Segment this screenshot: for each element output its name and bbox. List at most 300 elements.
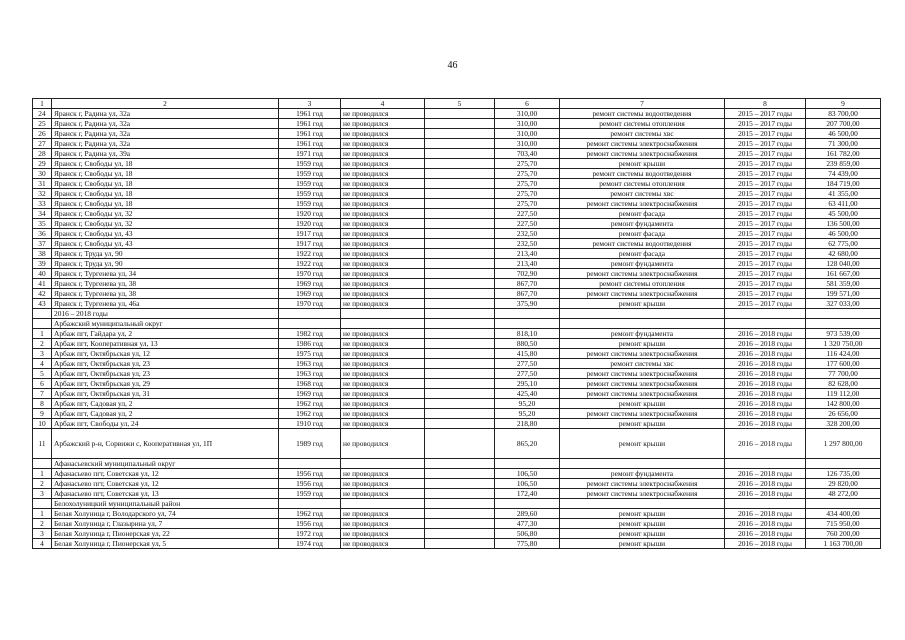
cost-cell: 328 200,00: [806, 419, 881, 429]
area-cell: 295,10: [495, 379, 560, 389]
table-row: [33, 419, 881, 429]
address-cell: Яранск г, Радина ул, 39а: [52, 149, 279, 159]
table-row: [33, 379, 881, 389]
period-cell: 2015 – 2017 годы: [725, 189, 806, 199]
header-cell-7: 7: [560, 99, 725, 109]
col5-cell: [425, 539, 495, 549]
last-repair-cell: не проводился: [341, 299, 425, 309]
area-cell: 865,20: [495, 429, 560, 459]
table-row: [33, 359, 881, 369]
work-type-cell: ремонт системы электроснабжения: [560, 149, 725, 159]
table-row: [33, 389, 881, 399]
build-year-cell: 1971 год: [279, 149, 341, 159]
section-empty-cell: [560, 459, 725, 469]
cost-cell: 63 411,00: [806, 199, 881, 209]
address-cell: Афанасьево пгт, Советская ул, 13: [52, 489, 279, 499]
area-cell: 880,50: [495, 339, 560, 349]
section-empty-cell: [341, 459, 425, 469]
col5-cell: [425, 259, 495, 269]
period-cell: 2015 – 2017 годы: [725, 149, 806, 159]
section-empty-cell: [560, 309, 725, 319]
last-repair-cell: не проводился: [341, 159, 425, 169]
section-empty-cell: [495, 309, 560, 319]
last-repair-cell: не проводился: [341, 359, 425, 369]
section-empty-cell: [806, 459, 881, 469]
period-cell: 2016 – 2018 годы: [725, 349, 806, 359]
work-type-cell: ремонт крыши: [560, 539, 725, 549]
area-cell: 232,50: [495, 239, 560, 249]
cost-cell: 199 571,00: [806, 289, 881, 299]
address-cell: Арбажский р-н, Сорвижи с, Кооперативная ул, 1П: [52, 429, 279, 459]
col5-cell: [425, 469, 495, 479]
area-cell: 172,40: [495, 489, 560, 499]
address-cell: Арбаж пгт, Октябрьская ул, 29: [52, 379, 279, 389]
table-row: [33, 149, 881, 159]
build-year-cell: 1959 год: [279, 159, 341, 169]
cost-cell: 46 500,00: [806, 129, 881, 139]
section-empty-cell: [560, 499, 725, 509]
address-cell: Арбаж пгт, Садовая ул, 2: [52, 399, 279, 409]
cost-cell: 62 775,00: [806, 239, 881, 249]
address-cell: Яранск г, Труда ул, 90: [52, 259, 279, 269]
address-cell: Яранск г, Тургенева ул, 46а: [52, 299, 279, 309]
address-cell: Яранск г, Свободы ул, 18: [52, 169, 279, 179]
address-cell: Арбаж пгт, Кооперативная ул, 13: [52, 339, 279, 349]
area-cell: 818,10: [495, 329, 560, 339]
col5-cell: [425, 279, 495, 289]
work-type-cell: ремонт системы хвс: [560, 359, 725, 369]
address-cell: Белая Холуница г, Володарского ул, 74: [52, 509, 279, 519]
table-row: [33, 239, 881, 249]
page-number: 46: [447, 60, 458, 71]
table-row: [33, 249, 881, 259]
build-year-cell: 1962 год: [279, 399, 341, 409]
work-type-cell: ремонт фасада: [560, 229, 725, 239]
table-row: [33, 259, 881, 269]
table-row: [33, 399, 881, 409]
col5-cell: [425, 239, 495, 249]
period-cell: 2015 – 2017 годы: [725, 119, 806, 129]
table-row: [33, 159, 881, 169]
work-type-cell: ремонт фундамента: [560, 259, 725, 269]
cost-cell: 136 500,00: [806, 219, 881, 229]
col5-cell: [425, 359, 495, 369]
build-year-cell: 1956 год: [279, 469, 341, 479]
work-type-cell: ремонт крыши: [560, 339, 725, 349]
period-cell: 2015 – 2017 годы: [725, 219, 806, 229]
table-row: [33, 489, 881, 499]
cost-cell: 973 539,00: [806, 329, 881, 339]
period-cell: 2016 – 2018 годы: [725, 539, 806, 549]
cost-cell: 184 719,00: [806, 179, 881, 189]
col5-cell: [425, 529, 495, 539]
work-type-cell: ремонт системы электроснабжения: [560, 369, 725, 379]
build-year-cell: 1969 год: [279, 389, 341, 399]
col5-cell: [425, 179, 495, 189]
build-year-cell: 1963 год: [279, 369, 341, 379]
col5-cell: [425, 199, 495, 209]
area-cell: 95,20: [495, 399, 560, 409]
area-cell: 232,50: [495, 229, 560, 239]
work-type-cell: ремонт фундамента: [560, 469, 725, 479]
section-empty-cell: [425, 499, 495, 509]
area-cell: 227,50: [495, 209, 560, 219]
last-repair-cell: не проводился: [341, 379, 425, 389]
work-type-cell: ремонт системы электроснабжения: [560, 349, 725, 359]
row-number-cell: 40: [33, 269, 52, 279]
row-number-cell: 2: [33, 339, 52, 349]
address-cell: Арбаж пгт, Садовая ул, 2: [52, 409, 279, 419]
last-repair-cell: не проводился: [341, 529, 425, 539]
area-cell: 227,50: [495, 219, 560, 229]
section-title: Белохолуницкий муниципальный район: [52, 499, 279, 509]
last-repair-cell: не проводился: [341, 129, 425, 139]
period-cell: 2015 – 2017 годы: [725, 289, 806, 299]
section-empty-cell: [279, 499, 341, 509]
period-cell: 2016 – 2018 годы: [725, 379, 806, 389]
col5-cell: [425, 409, 495, 419]
address-cell: Яранск г, Свободы ул, 32: [52, 219, 279, 229]
table-row: [33, 109, 881, 119]
header-cell-1: 1: [33, 99, 52, 109]
last-repair-cell: не проводился: [341, 539, 425, 549]
period-cell: 2016 – 2018 годы: [725, 469, 806, 479]
col5-cell: [425, 329, 495, 339]
col5-cell: [425, 119, 495, 129]
table-row: [33, 539, 881, 549]
build-year-cell: 1975 год: [279, 349, 341, 359]
cost-cell: 207 700,00: [806, 119, 881, 129]
address-cell: Яранск г, Свободы ул, 32: [52, 209, 279, 219]
table-row: [33, 219, 881, 229]
col5-cell: [425, 389, 495, 399]
address-cell: Арбаж пгт, Октябрьская ул, 23: [52, 369, 279, 379]
table-row: [33, 189, 881, 199]
area-cell: 106,50: [495, 479, 560, 489]
area-cell: 218,80: [495, 419, 560, 429]
register-table: [32, 98, 881, 549]
table-row: [33, 469, 881, 479]
area-cell: 275,70: [495, 169, 560, 179]
header-cell-4: 4: [341, 99, 425, 109]
col5-cell: [425, 289, 495, 299]
period-cell: 2015 – 2017 годы: [725, 179, 806, 189]
build-year-cell: 1974 год: [279, 539, 341, 549]
col5-cell: [425, 489, 495, 499]
work-type-cell: ремонт крыши: [560, 529, 725, 539]
period-cell: 2016 – 2018 годы: [725, 389, 806, 399]
period-cell: 2016 – 2018 годы: [725, 419, 806, 429]
area-cell: 310,00: [495, 119, 560, 129]
col5-cell: [425, 509, 495, 519]
section-row: [33, 309, 881, 319]
table-row: [33, 179, 881, 189]
build-year-cell: 1959 год: [279, 179, 341, 189]
build-year-cell: 1922 год: [279, 249, 341, 259]
section-empty-cell: [495, 499, 560, 509]
build-year-cell: 1969 год: [279, 279, 341, 289]
table-row: [33, 409, 881, 419]
cost-cell: 119 112,00: [806, 389, 881, 399]
period-cell: 2015 – 2017 годы: [725, 279, 806, 289]
period-cell: 2016 – 2018 годы: [725, 409, 806, 419]
header-row: [33, 99, 881, 109]
row-number-cell: 6: [33, 379, 52, 389]
section-number-cell: [33, 499, 52, 509]
address-cell: Арбаж пгт, Октябрьская ул, 23: [52, 359, 279, 369]
address-cell: Яранск г, Тургенева ул, 38: [52, 279, 279, 289]
work-type-cell: ремонт крыши: [560, 399, 725, 409]
work-type-cell: ремонт системы электроснабжения: [560, 139, 725, 149]
work-type-cell: ремонт фундамента: [560, 329, 725, 339]
row-number-cell: 43: [33, 299, 52, 309]
cost-cell: 71 300,00: [806, 139, 881, 149]
col5-cell: [425, 519, 495, 529]
last-repair-cell: не проводился: [341, 119, 425, 129]
row-number-cell: 1: [33, 329, 52, 339]
header-cell-8: 8: [725, 99, 806, 109]
row-number-cell: 11: [33, 429, 52, 459]
period-cell: 2016 – 2018 годы: [725, 429, 806, 459]
cost-cell: 1 297 800,00: [806, 429, 881, 459]
period-cell: 2015 – 2017 годы: [725, 109, 806, 119]
section-empty-cell: [806, 319, 881, 329]
table-row: [33, 369, 881, 379]
section-title: Афанасьевский муниципальный округ: [52, 459, 279, 469]
period-cell: 2015 – 2017 годы: [725, 249, 806, 259]
col5-cell: [425, 149, 495, 159]
cost-cell: 161 667,00: [806, 269, 881, 279]
address-cell: Яранск г, Радина ул, 32а: [52, 139, 279, 149]
last-repair-cell: не проводился: [341, 419, 425, 429]
area-cell: 477,30: [495, 519, 560, 529]
last-repair-cell: не проводился: [341, 469, 425, 479]
last-repair-cell: не проводился: [341, 149, 425, 159]
row-number-cell: 34: [33, 209, 52, 219]
last-repair-cell: не проводился: [341, 269, 425, 279]
col5-cell: [425, 379, 495, 389]
work-type-cell: ремонт системы электроснабжения: [560, 409, 725, 419]
last-repair-cell: не проводился: [341, 189, 425, 199]
period-cell: 2016 – 2018 годы: [725, 519, 806, 529]
section-number-cell: [33, 459, 52, 469]
period-cell: 2016 – 2018 годы: [725, 339, 806, 349]
build-year-cell: 1969 год: [279, 289, 341, 299]
area-cell: 277,50: [495, 359, 560, 369]
row-number-cell: 4: [33, 539, 52, 549]
address-cell: Арбаж пгт, Октябрьская ул, 31: [52, 389, 279, 399]
period-cell: 2016 – 2018 годы: [725, 529, 806, 539]
col5-cell: [425, 229, 495, 239]
area-cell: 275,70: [495, 199, 560, 209]
cost-cell: 434 400,00: [806, 509, 881, 519]
last-repair-cell: не проводился: [341, 219, 425, 229]
cost-cell: 83 700,00: [806, 109, 881, 119]
area-cell: 289,60: [495, 509, 560, 519]
area-cell: 425,40: [495, 389, 560, 399]
period-cell: 2015 – 2017 годы: [725, 239, 806, 249]
address-cell: Яранск г, Радина ул, 32а: [52, 109, 279, 119]
area-cell: 415,80: [495, 349, 560, 359]
section-empty-cell: [341, 319, 425, 329]
last-repair-cell: не проводился: [341, 209, 425, 219]
period-cell: 2016 – 2018 годы: [725, 359, 806, 369]
build-year-cell: 1959 год: [279, 489, 341, 499]
section-title: 2016 – 2018 годы: [52, 309, 279, 319]
last-repair-cell: не проводился: [341, 249, 425, 259]
work-type-cell: ремонт фундамента: [560, 219, 725, 229]
area-cell: 310,00: [495, 139, 560, 149]
row-number-cell: 31: [33, 179, 52, 189]
table-row: [33, 229, 881, 239]
work-type-cell: ремонт системы электроснабжения: [560, 269, 725, 279]
cost-cell: 116 424,00: [806, 349, 881, 359]
area-cell: 213,40: [495, 259, 560, 269]
build-year-cell: 1961 год: [279, 119, 341, 129]
address-cell: Яранск г, Свободы ул, 18: [52, 199, 279, 209]
area-cell: 775,80: [495, 539, 560, 549]
row-number-cell: 4: [33, 359, 52, 369]
address-cell: Яранск г, Свободы ул, 43: [52, 229, 279, 239]
cost-cell: 239 859,00: [806, 159, 881, 169]
col5-cell: [425, 209, 495, 219]
row-number-cell: 36: [33, 229, 52, 239]
last-repair-cell: не проводился: [341, 429, 425, 459]
last-repair-cell: не проводился: [341, 389, 425, 399]
build-year-cell: 1917 год: [279, 229, 341, 239]
last-repair-cell: не проводился: [341, 259, 425, 269]
row-number-cell: 28: [33, 149, 52, 159]
table-row: [33, 169, 881, 179]
period-cell: 2016 – 2018 годы: [725, 369, 806, 379]
period-cell: 2016 – 2018 годы: [725, 329, 806, 339]
table-row: [33, 479, 881, 489]
address-cell: Яранск г, Тургенева ул, 38: [52, 289, 279, 299]
col5-cell: [425, 109, 495, 119]
section-empty-cell: [725, 309, 806, 319]
address-cell: Белая Холуница г, Пионерская ул, 22: [52, 529, 279, 539]
section-row: [33, 459, 881, 469]
period-cell: 2015 – 2017 годы: [725, 209, 806, 219]
last-repair-cell: не проводился: [341, 399, 425, 409]
address-cell: Афанасьево пгт, Советская ул, 12: [52, 469, 279, 479]
cost-cell: 128 040,00: [806, 259, 881, 269]
address-cell: Арбаж пгт, Гайдара ул, 2: [52, 329, 279, 339]
col5-cell: [425, 349, 495, 359]
header-cell-3: 3: [279, 99, 341, 109]
address-cell: Яранск г, Свободы ул, 43: [52, 239, 279, 249]
period-cell: 2016 – 2018 годы: [725, 399, 806, 409]
section-empty-cell: [341, 499, 425, 509]
period-cell: 2015 – 2017 годы: [725, 129, 806, 139]
work-type-cell: ремонт системы электроснабжения: [560, 289, 725, 299]
table-row: [33, 329, 881, 339]
work-type-cell: ремонт системы электроснабжения: [560, 379, 725, 389]
row-number-cell: 33: [33, 199, 52, 209]
col5-cell: [425, 339, 495, 349]
period-cell: 2016 – 2018 годы: [725, 489, 806, 499]
header-cell-6: 6: [495, 99, 560, 109]
section-title: Арбажский муниципальный округ: [52, 319, 279, 329]
section-empty-cell: [341, 309, 425, 319]
last-repair-cell: не проводился: [341, 109, 425, 119]
area-cell: 867,70: [495, 289, 560, 299]
build-year-cell: 1917 год: [279, 239, 341, 249]
area-cell: 867,70: [495, 279, 560, 289]
last-repair-cell: не проводился: [341, 229, 425, 239]
table-row: [33, 299, 881, 309]
work-type-cell: ремонт системы отопления: [560, 119, 725, 129]
work-type-cell: ремонт системы хвс: [560, 189, 725, 199]
section-empty-cell: [560, 319, 725, 329]
row-number-cell: 27: [33, 139, 52, 149]
col5-cell: [425, 189, 495, 199]
table-row: [33, 519, 881, 529]
work-type-cell: ремонт системы хвс: [560, 129, 725, 139]
row-number-cell: 25: [33, 119, 52, 129]
row-number-cell: 5: [33, 369, 52, 379]
col5-cell: [425, 139, 495, 149]
last-repair-cell: не проводился: [341, 179, 425, 189]
area-cell: 106,50: [495, 469, 560, 479]
work-type-cell: ремонт системы электроснабжения: [560, 479, 725, 489]
col5-cell: [425, 249, 495, 259]
row-number-cell: 35: [33, 219, 52, 229]
row-number-cell: 32: [33, 189, 52, 199]
cost-cell: 1 320 750,00: [806, 339, 881, 349]
row-number-cell: 29: [33, 159, 52, 169]
period-cell: 2015 – 2017 годы: [725, 199, 806, 209]
cost-cell: 177 600,00: [806, 359, 881, 369]
build-year-cell: 1956 год: [279, 479, 341, 489]
cost-cell: 74 439,00: [806, 169, 881, 179]
area-cell: 275,70: [495, 189, 560, 199]
section-empty-cell: [725, 499, 806, 509]
last-repair-cell: не проводился: [341, 349, 425, 359]
area-cell: 275,70: [495, 179, 560, 189]
cost-cell: 581 359,00: [806, 279, 881, 289]
address-cell: Яранск г, Свободы ул, 18: [52, 179, 279, 189]
row-number-cell: 30: [33, 169, 52, 179]
cost-cell: 1 163 700,00: [806, 539, 881, 549]
cost-cell: 327 033,00: [806, 299, 881, 309]
work-type-cell: ремонт крыши: [560, 299, 725, 309]
last-repair-cell: не проводился: [341, 479, 425, 489]
work-type-cell: ремонт крыши: [560, 419, 725, 429]
build-year-cell: 1961 год: [279, 139, 341, 149]
cost-cell: 46 500,00: [806, 229, 881, 239]
build-year-cell: 1910 год: [279, 419, 341, 429]
last-repair-cell: не проводился: [341, 489, 425, 499]
section-empty-cell: [425, 319, 495, 329]
address-cell: Арбаж пгт, Свободы ул, 24: [52, 419, 279, 429]
section-empty-cell: [725, 319, 806, 329]
col5-cell: [425, 299, 495, 309]
row-number-cell: 2: [33, 479, 52, 489]
period-cell: 2015 – 2017 годы: [725, 269, 806, 279]
build-year-cell: 1959 год: [279, 189, 341, 199]
last-repair-cell: не проводился: [341, 509, 425, 519]
last-repair-cell: не проводился: [341, 329, 425, 339]
address-cell: Арбаж пгт, Октябрьская ул, 12: [52, 349, 279, 359]
table-row: [33, 529, 881, 539]
address-cell: Яранск г, Радина ул, 32а: [52, 119, 279, 129]
table-row: [33, 349, 881, 359]
section-empty-cell: [279, 459, 341, 469]
col5-cell: [425, 479, 495, 489]
section-empty-cell: [806, 499, 881, 509]
cost-cell: 29 820,00: [806, 479, 881, 489]
